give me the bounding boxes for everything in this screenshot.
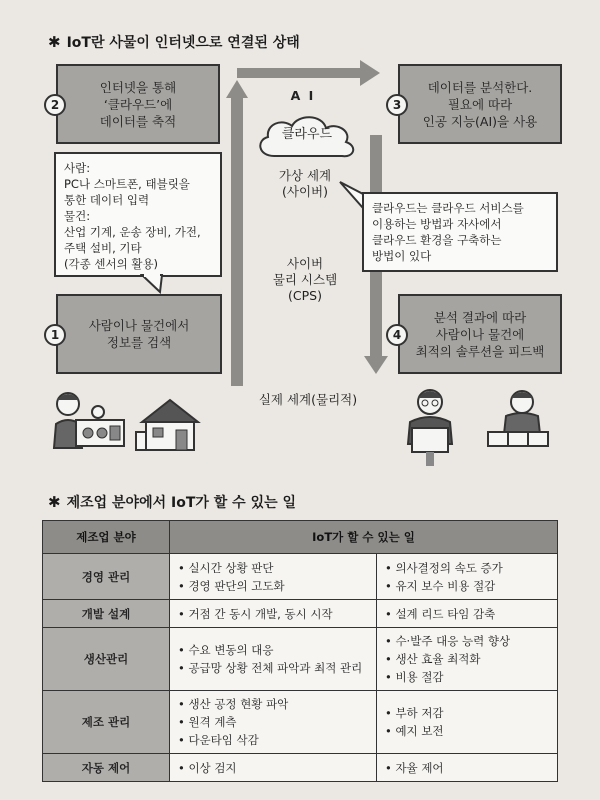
person-computer-illustration [400, 384, 560, 474]
table-row [43, 600, 558, 628]
table-header-row [43, 521, 558, 554]
diagram-heading-text: IoT란 사물이 인터넷으로 연결된 상태 [66, 35, 300, 51]
list-item: • 설계 리드 타임 감축 [385, 605, 549, 623]
row-field: 생산관리 [43, 628, 170, 691]
list-item: • 생산 공정 현황 파악 [178, 695, 368, 713]
step2-number: 2 [44, 94, 66, 116]
ai-label: A I [290, 88, 316, 103]
manufacturing-heading [48, 492, 296, 512]
row-right [377, 691, 558, 754]
list-item: • 자율 제어 [385, 759, 549, 777]
list-item: • 부하 저감 [385, 704, 549, 722]
row-field: 경영 관리 [43, 554, 170, 600]
input-callout-text: 사람: PC나 스마트폰, 태블릿을 통한 데이터 입력 물건: 산업 기계, 운송 장비, 가전, 주택 설비, 기타 (각종 센서의 활용) [64, 161, 201, 271]
step3-number: 3 [386, 94, 408, 116]
step3-text: 데이터를 분석한다. 필요에 따라 인공 지능(AI)을 사용 [422, 79, 538, 129]
col-iot-header: IoT가 할 수 있는 일 [170, 521, 558, 554]
list-item: • 다운타임 삭감 [178, 731, 368, 749]
manufacturing-heading-text: 제조업 분야에서 IoT가 할 수 있는 일 [66, 495, 297, 511]
table-row [43, 628, 558, 691]
step4-text: 분석 결과에 따라 사람이나 물건에 최적의 솔루션을 피드백 [415, 309, 545, 359]
list-item: • 의사결정의 속도 증가 [385, 559, 549, 577]
step4-box [398, 294, 562, 374]
table-row [43, 754, 558, 782]
list-item: • 경영 판단의 고도화 [178, 577, 368, 595]
worker-machine-illustration [50, 386, 210, 456]
gear-icon: ✱ [48, 33, 61, 51]
list-item: • 예지 보전 [385, 722, 549, 740]
col-field-header: 제조업 분야 [43, 521, 170, 554]
row-left [170, 600, 377, 628]
table-row [43, 691, 558, 754]
row-left [170, 554, 377, 600]
step4-number: 4 [386, 324, 408, 346]
cloud-label: 클라우드 [281, 127, 333, 142]
step2-box [56, 64, 220, 144]
row-left [170, 628, 377, 691]
list-item: • 공급망 상황 전체 파악과 최적 관리 [178, 659, 368, 677]
row-field: 자동 제어 [43, 754, 170, 782]
cloud-callout-tail [338, 180, 370, 210]
list-item: • 수요 변동의 대응 [178, 641, 368, 659]
cloud-callout-text: 클라우드는 클라우드 서비스를 이용하는 방법과 자사에서 클라우드 환경을 구축하는 방법이 있다 [372, 201, 524, 263]
manufacturing-table [42, 520, 558, 782]
list-item: • 비용 절감 [385, 668, 549, 686]
list-item: • 실시간 상황 판단 [178, 559, 368, 577]
virtual-world-label: 가상 세계 (사이버) [278, 168, 332, 199]
row-right [377, 628, 558, 691]
step2-text: 인터넷을 통해 ‘클라우드’에 데이터를 축적 [99, 79, 177, 129]
step1-box [56, 294, 222, 374]
input-callout-tail [140, 274, 170, 296]
cps-label: 사이버 물리 시스템 (CPS) [272, 256, 338, 303]
step1-number: 1 [44, 324, 66, 346]
list-item: • 원격 계측 [178, 713, 368, 731]
input-callout [54, 152, 222, 277]
table-row [43, 554, 558, 600]
list-item: • 이상 검지 [178, 759, 368, 777]
row-right [377, 600, 558, 628]
row-right [377, 554, 558, 600]
gear-icon: ✱ [48, 493, 61, 511]
real-world-label: 실제 세계(물리적) [258, 392, 358, 407]
row-right [377, 754, 558, 782]
list-item: • 수·발주 대응 능력 향상 [385, 632, 549, 650]
step3-box [398, 64, 562, 144]
row-left [170, 691, 377, 754]
cloud-callout [362, 192, 558, 272]
row-field: 개발 설계 [43, 600, 170, 628]
step1-text: 사람이나 물건에서 정보를 검색 [88, 318, 190, 350]
row-field: 제조 관리 [43, 691, 170, 754]
list-item: • 생산 효율 최적화 [385, 650, 549, 668]
list-item: • 거점 간 동시 개발, 동시 시작 [178, 605, 368, 623]
row-left [170, 754, 377, 782]
list-item: • 유지 보수 비용 절감 [385, 577, 549, 595]
